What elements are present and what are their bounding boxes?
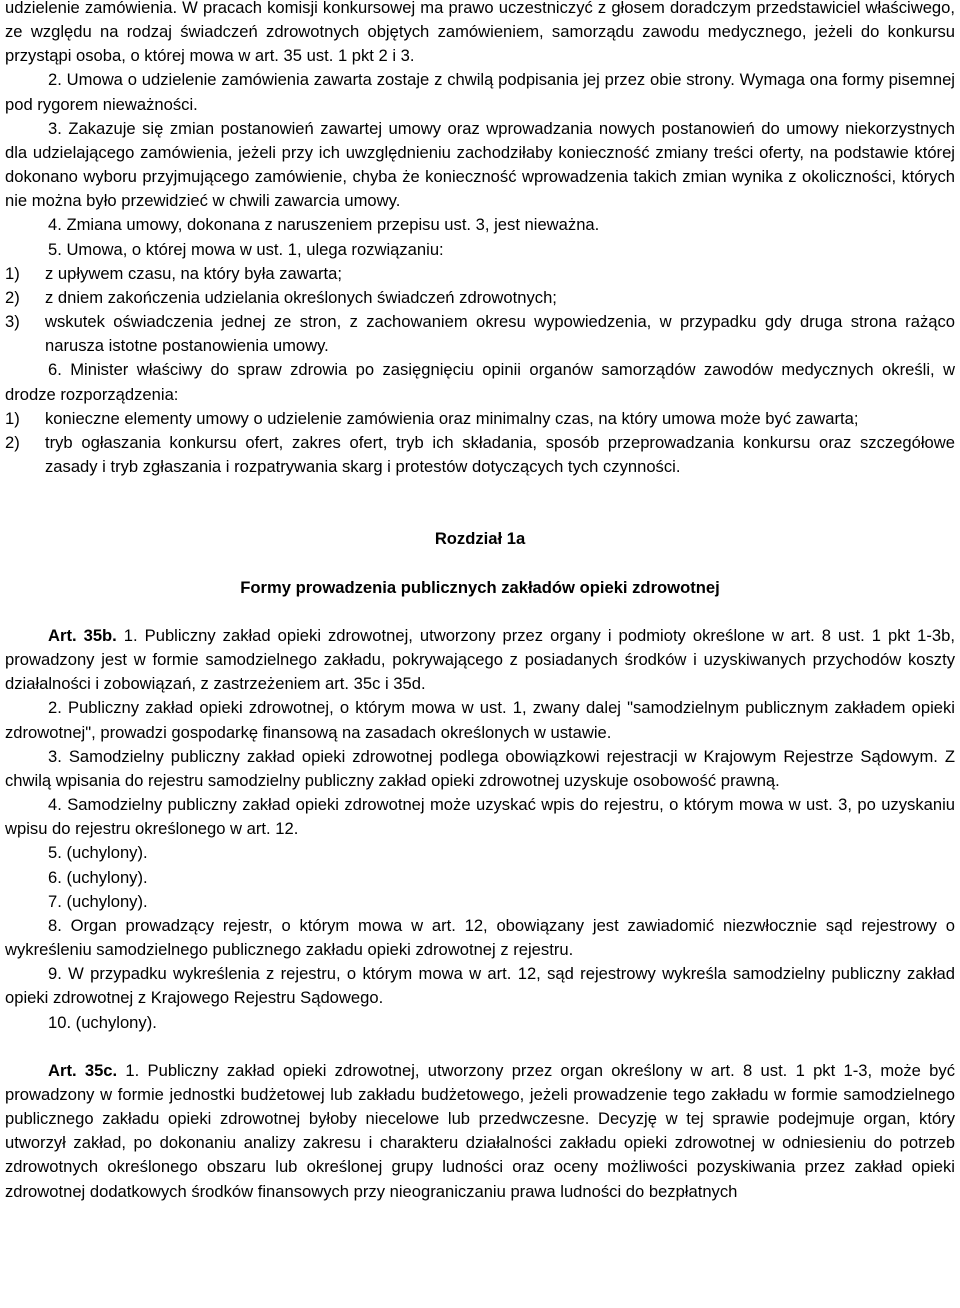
list-item-text: z upływem czasu, na który była zawarta; bbox=[45, 263, 342, 283]
paragraph-5: 5. Umowa, o której mowa w ust. 1, ulega rozwiązaniu: bbox=[48, 239, 444, 259]
article-35b-para-10: 10. (uchylony). bbox=[48, 1012, 157, 1032]
article-35c-para-1 bbox=[5, 1059, 955, 1204]
article-35b-para-7: 7. (uchylony). bbox=[48, 891, 148, 911]
list-item-number: 1) bbox=[5, 408, 20, 428]
article-text: 1. Publiczny zakład opieki zdrowotnej, utworzony przez organ określony w art. 8 ust. 1 pkt 1-3, może być prowadzony w formie jednostki budżetowej lub zakładu budżetowego, jeżeli prowadzenie tego zakładu w formie samodzielnego publicznego zakładu opieki zdrowotnej byłoby niecelowe lub przedwczesne. Decyzję w tej sprawie podejmuje organ, który utworzył zakład, po dokonaniu analizy zakresu i charakteru działalności zakładu opieki zdrowotnej w odniesieniu do potrzeb zdrowotnych określonego obszaru lub określonej grupy ludności oraz oceny możliwości pozyskiwania przez zakład opieki zdrowotnej dodatkowych środków finansowych przy nieograniczaniu prawa ludności do bezpłatnych bbox=[5, 1060, 956, 1201]
article-35b-para-6: 6. (uchylony). bbox=[48, 867, 148, 887]
chapter-heading: Rozdział 1a bbox=[434, 529, 526, 549]
list-item-number: 2) bbox=[5, 432, 20, 452]
paragraph-3: 3. Zakazuje się zmian postanowień zawartej umowy oraz wprowadzania nowych postanowień do umowy niekorzystnych dla udzielającego zamówienia, jeżeli przy ich uwzględnieniu zachodziłaby konieczność zmiany treści oferty, na podstawie której dokonano wyboru przyjmującego zamówienie, chyba że konieczność wprowadzenia takich zmian wynika z okoliczności, których nie można było przewidzieć w chwili zawarcia umowy. bbox=[5, 118, 955, 211]
list-item bbox=[5, 407, 955, 431]
article-35b-para-4: 4. Samodzielny publiczny zakład opieki zdrowotnej może uzyskać wpis do rejestru, o którym mowa w ust. 3, po uzyskaniu wpisu do rejestru określonego w art. 12. bbox=[5, 795, 955, 839]
list-item bbox=[5, 310, 955, 358]
article-35b-para-8: 8. Organ prowadzący rejestr, o którym mowa w art. 12, obowiązany jest zawiadomić niezwłocznie sąd rejestrowy o wykreśleniu samodzielnego publicznego zakładu opieki zdrowotnej z rejestru. bbox=[5, 915, 955, 960]
list-item-number: 1) bbox=[5, 263, 20, 283]
article-label: Art. 35b. bbox=[48, 626, 117, 645]
list-item-text: z dniem zakończenia udzielania określonych świadczeń zdrowotnych; bbox=[45, 287, 557, 307]
chapter-title: Formy prowadzenia publicznych zakładów opieki zdrowotnej bbox=[240, 577, 720, 597]
article-35b-para-9: 9. W przypadku wykreślenia z rejestru, o którym mowa w art. 12, sąd rejestrowy wykreśla samodzielny publiczny zakład opieki zdrowotnej z Krajowego Rejestru Sądowego. bbox=[5, 964, 955, 1008]
article-35b-para-2: 2. Publiczny zakład opieki zdrowotnej, o którym mowa w ust. 1, zwany dalej "samodzielnym publicznym zakładem opieki zdrowotnej", prowadzi gospodarkę finansową na zasadach określonych w ustawie. bbox=[5, 698, 955, 742]
list-item-text: wskutek oświadczenia jednej ze stron, z zachowaniem okresu wypowiedzenia, w przypadku gdy druga strona rażąco narusza istotne postanowienia umowy. bbox=[45, 312, 955, 356]
article-35b-para-5: 5. (uchylony). bbox=[48, 843, 148, 863]
list-item bbox=[5, 262, 955, 286]
list-item bbox=[5, 286, 955, 310]
list-item-number: 3) bbox=[5, 312, 20, 332]
paragraph-continuation: udzielenie zamówienia. W pracach komisji konkursowej ma prawo uczestniczyć z głosem doradczym przedstawiciel właściwego, ze względu na rodzaj świadczeń zdrowotnych objętych zamówieniem, samorządu zawodu medycznego, jeżeli do konkursu przystąpi osoba, o której mowa w art. 35 ust. 1 pkt 2 i 3. bbox=[5, 0, 955, 66]
paragraph-4: 4. Zmiana umowy, dokonana z naruszeniem przepisu ust. 3, jest nieważna. bbox=[48, 215, 600, 235]
article-label: Art. 35c. bbox=[48, 1060, 118, 1080]
article-35b-para-1 bbox=[5, 624, 955, 696]
article-35b-para-3: 3. Samodzielny publiczny zakład opieki zdrowotnej podlega obowiązkowi rejestracji w Krajowym Rejestrze Sądowym. Z chwilą wpisania do rejestru samodzielny publiczny zakład opieki zdrowotnej uzyskuje osobowość prawną. bbox=[5, 746, 955, 790]
paragraph-2: 2. Umowa o udzielenie zamówienia zawarta zostaje z chwilą podpisania jej przez obie strony. Wymaga ona formy pisemnej pod rygorem nieważności. bbox=[5, 70, 955, 114]
document-page bbox=[5, 0, 955, 1204]
list-item bbox=[5, 431, 955, 479]
list-item-number: 2) bbox=[5, 287, 20, 307]
list-item-text: tryb ogłaszania konkursu ofert, zakres ofert, tryb ich składania, sposób przeprowadzania konkursu oraz szczegółowe zasady i tryb zgłaszania i rozpatrywania skarg i protestów dotyczących tych czynności. bbox=[45, 432, 955, 476]
list-item-text: konieczne elementy umowy o udzielenie zamówienia oraz minimalny czas, na który umowa może być zawarta; bbox=[45, 408, 859, 428]
paragraph-6: 6. Minister właściwy do spraw zdrowia po zasięgnięciu opinii organów samorządów zawodów medycznych określi, w drodze rozporządzenia: bbox=[5, 360, 955, 404]
article-text: 1. Publiczny zakład opieki zdrowotnej, utworzony przez organy i podmioty określone w art. 8 ust. 1 pkt 1-3b, prowadzony jest w formie samodzielnego zakładu, pokrywającego z posiadanych środków i uzyskiwanych przychodów koszty działalności i zobowiązań, z zastrzeżeniem art. 35c i 35d. bbox=[5, 626, 955, 694]
